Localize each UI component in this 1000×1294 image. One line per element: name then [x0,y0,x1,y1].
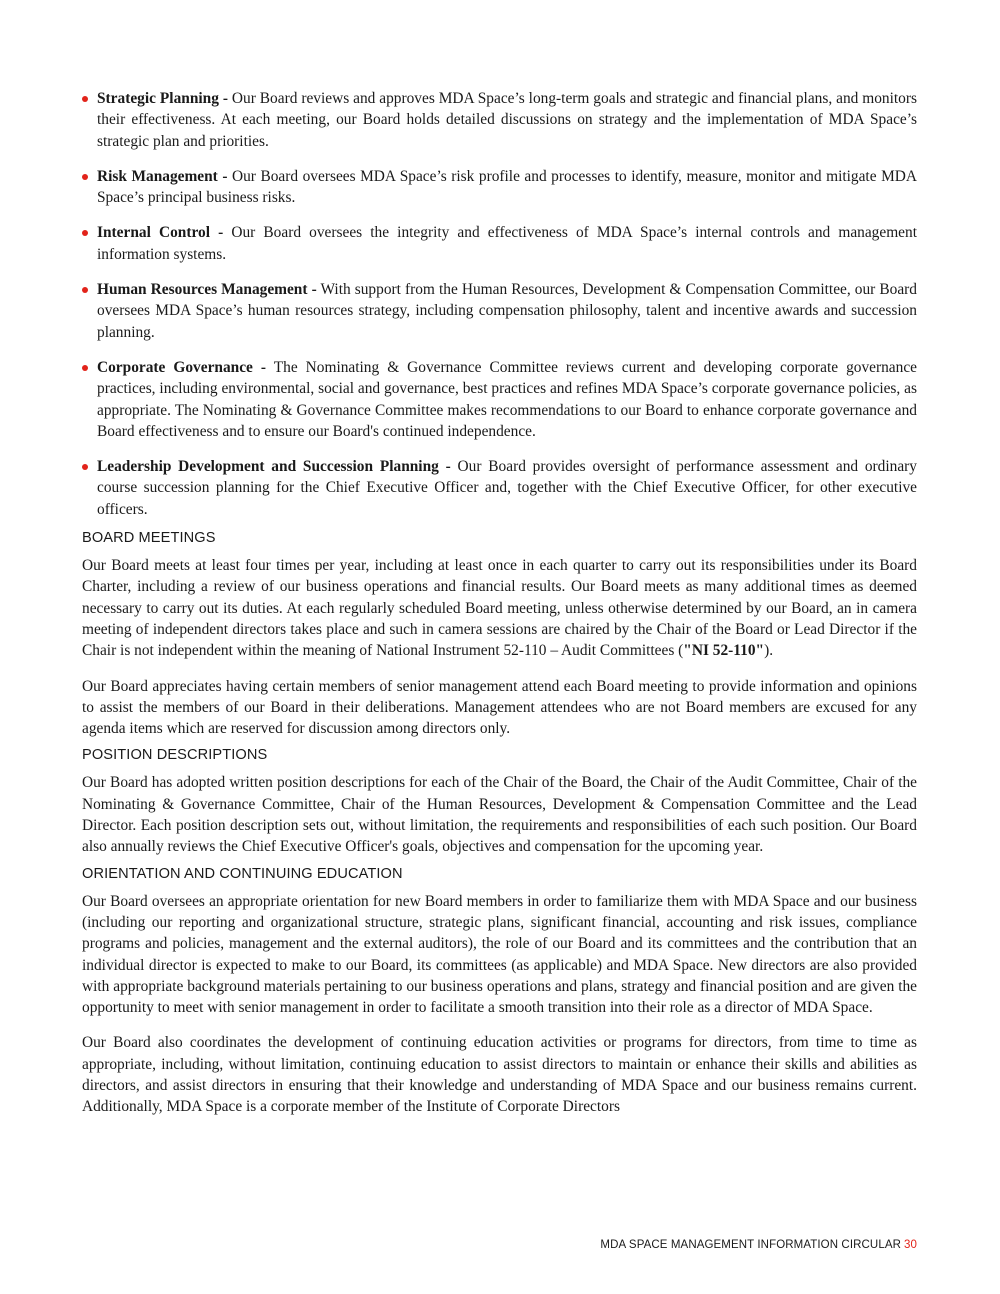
page-number: 30 [904,1239,917,1251]
footer-title: MDA SPACE MANAGEMENT INFORMATION CIRCULAR [600,1239,901,1251]
document-page [82,88,917,1132]
bullet-icon [82,287,88,293]
list-item-term: Human Resources Management - [97,281,317,299]
list-item-text: With support from the Human Resources, Development & Compensation Committee, our Board oversees MDA Space’s human resources strategy, including compensation philosophy, talent and incentive awards and succession planning. [97,281,917,341]
page-footer [600,1239,917,1251]
board-meetings-paragraph-2: Our Board appreciates having certain members of senior management attend each Board meeting to provide information and opinions to assist the members of our Board in their deliberations. Management attendees who are not Board members are excused for any agenda items which are reserved for discussion among directors only. [82,677,917,738]
defined-term: "NI 52-110" [683,642,765,660]
list-item [82,279,917,343]
board-meetings-paragraph-1 [82,555,917,661]
list-item-text: Our Board oversees the integrity and effectiveness of MDA Space’s internal controls and management information systems. [97,224,917,263]
position-descriptions-heading: POSITION DESCRIPTIONS [82,747,268,764]
list-item [82,222,917,265]
list-item-text: The Nominating & Governance Committee reviews current and developing corporate governance practices, including environmental, social and governance, best practices and refines MDA Space’s corporate governance policies, as appropriate. The Nominating & Governance Committee makes recommendations to our Board to enhance corporate governance and Board effectiveness and to ensure our Board's continued independence. [97,358,917,440]
list-item-text: Our Board reviews and approves MDA Space’s long-term goals and strategic and financial plans, and monitors their effectiveness. At each meeting, our Board holds detailed discussions on strategy and the implementation of MDA Space’s strategic plan and priorities. [97,90,917,150]
paragraph-text: Our Board meets at least four times per year, including at least once in each quarter to carry out its responsibilities under its Board Charter, including a review of our business operations and financial results. Our Board meets as many additional times as deemed necessary to carry out its duties. At each regularly scheduled Board meeting, unless otherwise determined by our Board, an in camera meeting of independent directors takes place and such in camera sessions are chaired by the Chair of the Board or Lead Director if the Chair is not independent within the meaning of National Instrument 52-110 – Audit Committees ( [82,557,917,660]
list-item-term: Risk Management - [97,167,228,185]
orientation-paragraph-2: Our Board also coordinates the development of continuing education activities or programs for directors, from time to time as appropriate, including, without limitation, continuing education to assist directors to maintain or enhance their skills and abilities as directors, and assist directors in ensuring that their knowledge and understanding of MDA Space and our business remains current. Additionally, MDA Space is a corporate member of the Institute of Corporate Directors [82,1034,917,1116]
list-item [82,456,917,520]
responsibilities-list [82,88,917,520]
bullet-icon [82,96,88,102]
position-descriptions-paragraph: Our Board has adopted written position descriptions for each of the Chair of the Board, the Chair of the Audit Committee, Chair of the Nominating & Governance Committee, Chair of the Human Resources, Development & Compensation Committee and the Lead Director. Each position description sets out, without limitation, the requirements and responsibilities of each such position. Our Board also annually reviews the Chief Executive Officer's goals, objectives and compensation for the upcoming year. [82,774,917,856]
orientation-paragraph-1: Our Board oversees an appropriate orientation for new Board members in order to familiarize them with MDA Space and our business (including our reporting and organizational structure, strategic plans, significant financial, accounting and risk issues, compliance programs and policies, management and the external auditors), the role of our Board and its committees and the contribution that an individual director is expected to make to our Board, its committees (as applicable) and MDA Space. New directors are also provided with appropriate background materials pertaining to our business operations and plans, strategy and financial position and are given the opportunity to meet with senior management in order to facilitate a smooth transition into their role as a director of MDA Space. [82,892,917,1017]
list-item-text: Our Board provides oversight of performance assessment and ordinary course succession planning for the Chief Executive Officer and, together with the Chief Executive Officer, for other executive officers. [97,458,918,518]
board-meetings-heading: BOARD MEETINGS [82,530,216,547]
list-item-text: Our Board oversees MDA Space’s risk profile and processes to identify, measure, monitor and mitigate MDA Space’s principal business risks. [97,167,917,207]
list-item [82,357,917,442]
bullet-icon [82,365,88,371]
list-item-term: Internal Control - [97,224,224,242]
bullet-icon [82,230,88,236]
list-item [82,166,917,209]
paragraph-text-end: ). [764,642,774,660]
orientation-heading: ORIENTATION AND CONTINUING EDUCATION [82,865,403,882]
list-item-term: Leadership Development and Succession Planning - [97,458,451,476]
list-item-term: Strategic Planning - [97,90,228,107]
list-item [82,88,917,152]
bullet-icon [82,174,88,180]
bullet-icon [82,464,88,470]
list-item-term: Corporate Governance - [97,358,267,376]
